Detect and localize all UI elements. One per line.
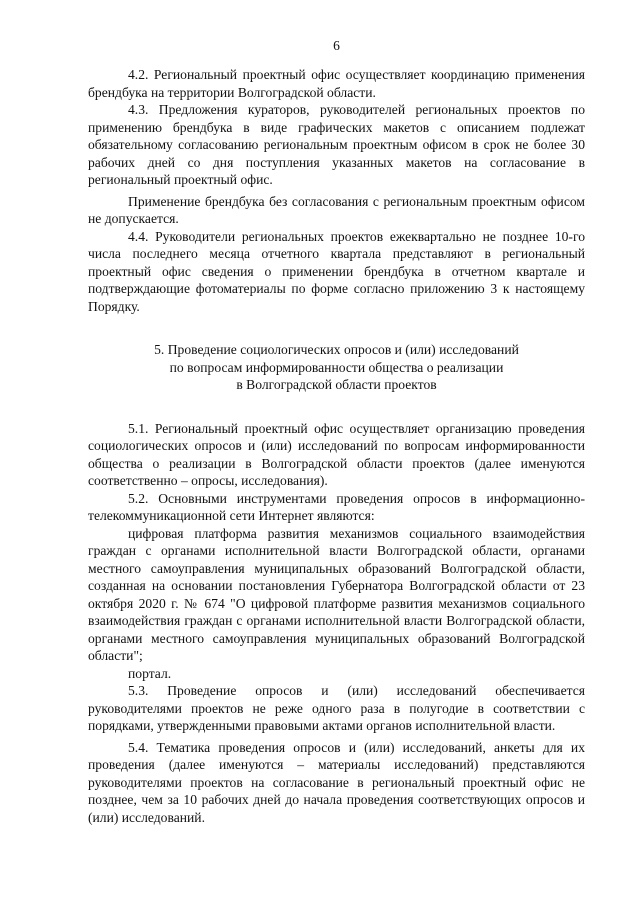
paragraph-5-2: 5.2. Основными инструментами проведения опросов в информационно-телекоммуникационной сети Интернет являются: [88, 490, 585, 523]
section-heading-5 [88, 341, 585, 394]
page-number: 6 [333, 38, 340, 53]
paragraph-4-2: 4.2. Региональный проектный офис осуществляет координацию применения брендбука на территории Волгоградской области. [88, 67, 585, 100]
list-item-digital-platform: цифровая платформа развития механизмов социального взаимодействия граждан с органами исполнительной власти Волгоградской области, органами местного самоуправления муниципальных образований Волгоградской области, созданная на основании постановления Губернатора Волгоградской области от 23 октября 2020 г. № 674 "О цифровой платформе развития механизмов социального взаимодействия граждан с органами исполнительной власти Волгоградской области, органами местного самоуправления муниципальных образований Волгоградской области"; [88, 525, 585, 663]
paragraph-brandbook-approval: Применение брендбука без согласования с региональным проектным офисом не допускается. [88, 193, 585, 226]
section-heading-line-1: 5. Проведение социологических опросов и (или) исследований [154, 342, 519, 357]
paragraph-5-1: 5.1. Региональный проектный офис осуществляет организацию проведения социологических опросов и (или) исследований по вопросам информированности общества о реализации в Волгоградской области проектов (далее именуются соответственно – опросы, исследования). [88, 420, 585, 488]
section-heading-line-3: в Волгоградской области проектов [236, 377, 437, 392]
section-heading-line-2: по вопросам информированности общества о реализации [169, 359, 504, 375]
paragraph-4-4: 4.4. Руководители региональных проектов ежеквартально не позднее 10-го числа последнего месяца отчетного квартала представляют в региональный проектный офис сведения о применении брендбука в отчетном квартале и подтверждающие фотоматериалы по форме согласно приложению 3 к настоящему Порядку. [88, 228, 585, 314]
paragraph-4-3: 4.3. Предложения кураторов, руководителей региональных проектов по применению брендбука в виде графических макетов с описанием подлежат обязательному согласованию региональным проектным офисом в срок не более 30 рабочих дней со дня поступления указанных макетов на согласование в региональный проектный офис. [88, 102, 585, 187]
paragraph-5-3: 5.3. Проведение опросов и (или) исследований обеспечивается руководителями проектов не реже одного раза в полугодие в соответствии с порядками, утвержденными правовыми актами органов исполнительной власти. [88, 683, 585, 733]
list-item-portal: портал. [128, 665, 172, 681]
paragraph-5-4: 5.4. Тематика проведения опросов и (или) исследований, анкеты для их проведения (далее именуются – материалы исследований) представляются руководителями проектов на согласование в региональный проектный офис не позднее, чем за 10 рабочих дней до начала проведения соответствующих опросов и (или) исследований. [88, 739, 585, 825]
